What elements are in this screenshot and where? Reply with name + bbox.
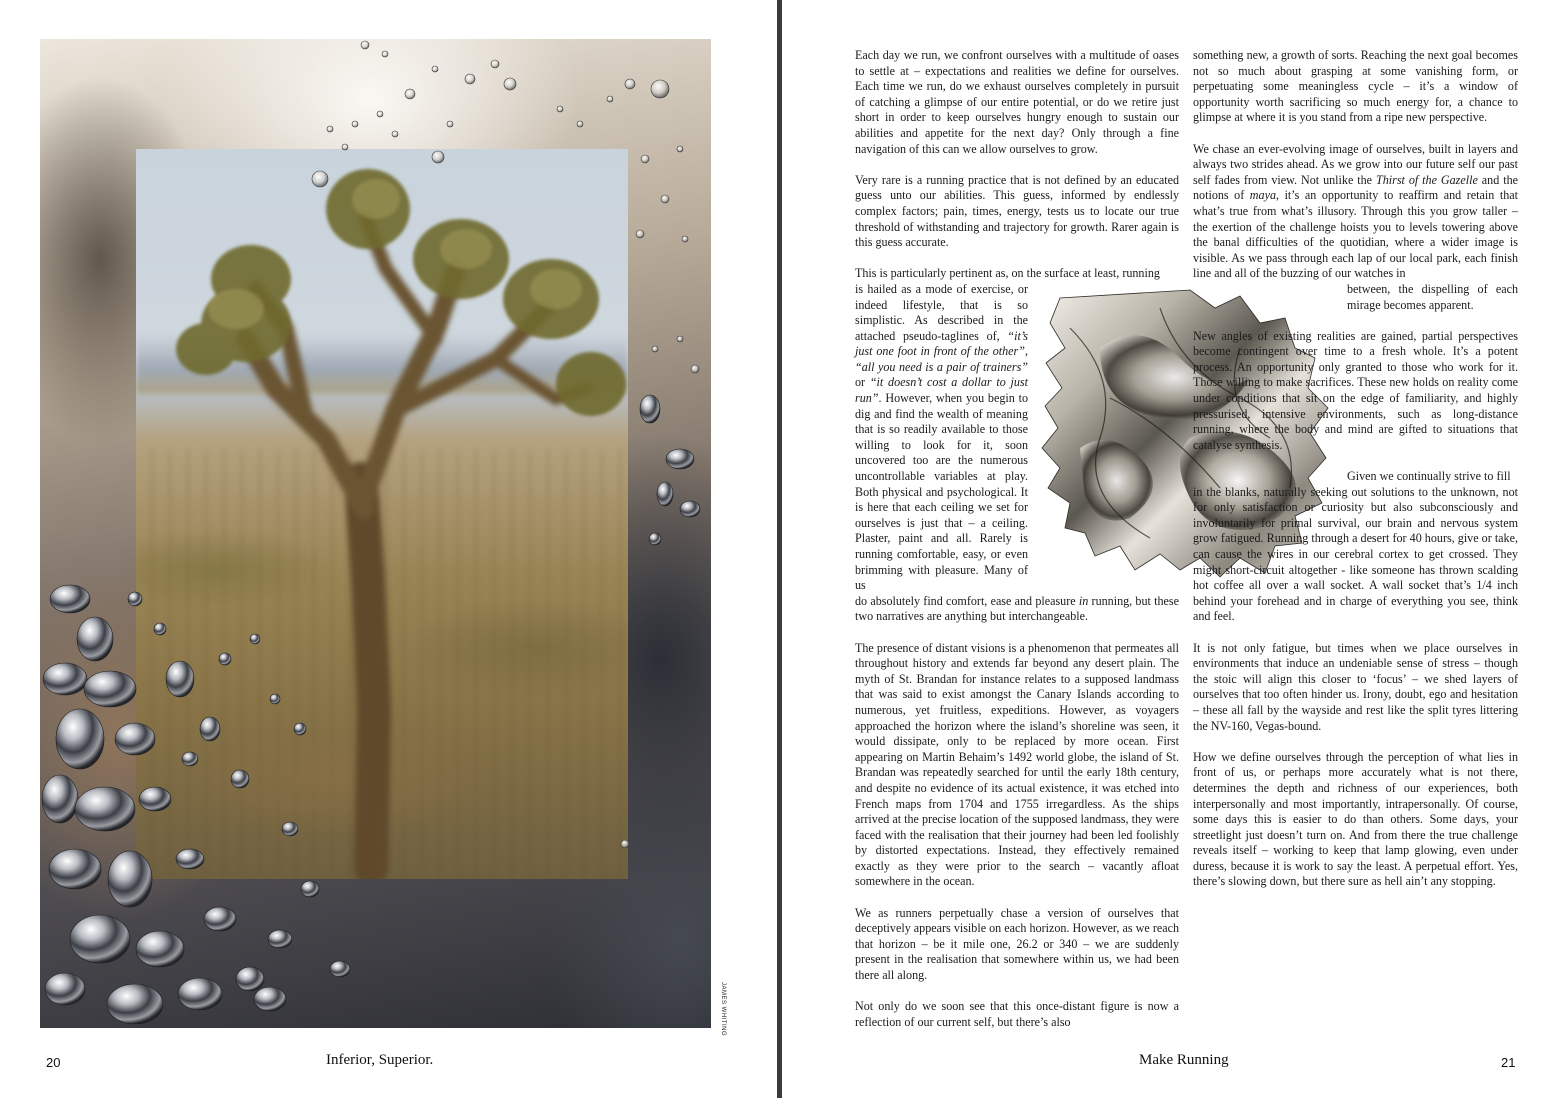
col1-paragraph-5: We as runners perpetually chase a version of ourselves that deceptively appears visible on each horizon. However, as we reach that horizon – be it mile one, 26.2 or 340 – we are suddenly present in the realisation that somewhere within us, we had been there all along.: [855, 905, 1179, 983]
text-column-2: [1193, 48, 1518, 906]
col1-paragraph-2: Very rare is a running practice that is not defined by an educated guess unto our abilities. This guess, informed by endlessly complex factors; pain, times, energy, tests us to locate our true threshold of withstanding and trajectory for growth. Rarer again is this guess accurate.: [855, 172, 1179, 250]
col1-paragraph-3-wrapped: is hailed as a mode of exercise, or indeed lifestyle, that is so simplistic. As described in the attached pseudo-taglines of, “it’s just one foot in front of the other”, “all you need is a pair of trainers” or “it doesn’t cost a dollar to just run”. However, when you begin to dig and find the wealth of meaning that is so readily available to those willing to look for it, soon uncovered too are the numerous uncontrollable variables at play. Both physical and psychological. It is here that each ceiling we set for ourselves is just that – a ceiling. Plaster, paint and all. Rarely is running comfortable, easy, or even brimming with pleasure. Many of us: [855, 281, 1028, 593]
tagline-3: “it doesn’t cost a dollar to just run”: [855, 375, 1028, 406]
page-number-right: 21: [1501, 1055, 1516, 1070]
col2-paragraph-1: something new, a growth of sorts. Reaching the next goal becomes not so much about grasping at some vanishing form, or perpetuating some meaningless cycle – it’s a window of opportunity worth sacrificing so much energy for, a chance to glimpse at where it is you stand from a ripe new perspective.: [1193, 48, 1518, 125]
tagline-2: “all you need is a pair of trainers”: [855, 359, 1028, 374]
col1-paragraph-1: Each day we run, we confront ourselves with a multitude of oases to settle at – expectations and realities we define for ourselves. Each time we run, do we exhaust ourselves completely in pursuit of catching a glimpse of our entire potential, or do we retire just short in order to keep ourselves hungry enough to sustain our abilities and appetite for the next day? Only through a fine navigation of this can we allow ourselves to grow.: [855, 48, 1179, 156]
col2-paragraph-3: New angles of existing realities are gained, partial perspectives become contingent over time to a fresh whole. It’s a potent process. An opportunity only granted to those who work for it. Those willing to make sacrifices. These new holds on reality come under conditions that sit on the edge of familiarity, and highly pressurised, intensive environments, such as long-distance running, where the body and mind are gifted to situations that catalyse synthesis.: [1193, 328, 1518, 452]
page-number-left: 20: [46, 1055, 61, 1070]
col1-paragraph-3-first-line: This is particularly pertinent as, on the surface at least, running: [855, 266, 1160, 281]
col2-paragraph-4: Given we continually strive to fill in the blanks, naturally seeking out solutions to the unknown, not for only satisfaction or curiosity but also subconsciously and involuntarily for primal survival, our brain and nervous system grow fatigued. Running through a desert for 40 hours, give or take, can cause the wires in our cerebral cortex to get crossed. They might short-circuit altogether - like someone has thrown scalding hot coffee all over a wall socket. A wall socket that’s 1/4 inch behind your forehead and in charge of everything you see, think and feel.: [1193, 469, 1518, 624]
photo-credit: [718, 982, 728, 1037]
running-head-left: Inferior, Superior.: [326, 1052, 434, 1068]
col2-paragraph-5: It is not only fatigue, but times when we place ourselves in environments that induce an undeniable sense of stress – though the stoic will align this closer to ‘focus’ – we shed layers of ourselves that too often hinder us. Irony, doubt, ego and hesitation – these all fall by the wayside and rest like the split tyres littering the NV-160, Vegas-bound.: [1193, 640, 1518, 733]
cover-artwork: [40, 39, 711, 1028]
col1-paragraph-3-end: do absolutely find comfort, ease and pleasure in running, but these two narratives are anything but interchangeable.: [855, 593, 1179, 624]
col2-paragraph-2: We chase an ever-evolving image of ourselves, built in layers and always two strides ahead. As we grow into our future self our past self fades from view. Not unlike the Thirst of the Gazelle and the notions of maya, it’s an opportunity to reaffirm and retain that what’s true from what’s illusory. Through this you grow taller – the exertion of the challenge hoists you to levels towering above the banal difficulties of the quotidian, where a wider image is visible. As we pass through each lap of our local park, each finish line and all of the buzzing of our watches in between, the dispelling of each mirage becomes apparent.: [1193, 141, 1518, 312]
photo-credit-text: JAMES WHITING: [720, 982, 726, 1037]
col1-paragraph-6: Not only do we soon see that this once-distant figure is now a reflection of our current self, but there’s also: [855, 999, 1179, 1029]
col1-paragraph-4: The presence of distant visions is a phenomenon that permeates all throughout history and extends far beyond any desert plain. The myth of St. Brandan for instance relates to a supposed landmass that was said to exist amongst the Canary Islands according to numerous, yet fruitless, expeditions. However, as voyagers approached the horizon where the island’s shoreline was seen, it would dissipate, only to be replaced by more ocean. First appearing on Martin Behaim’s 1492 world globe, the island of St. Brandan was repeatedly searched for until the early 18th century, and despite no evidence of its actual existence, it was etched into French maps from 1704 and 1755 irregardless. As the ships arrived at the precise location of the supposed landmass, they were faced with the realisation that their journey had been led foolishly by distorted expectations. Instead, they effectively remained exactly as they were prior to the search – vacantly afloat somewhere in the ocean.: [855, 640, 1179, 889]
col1-paragraph-3: [855, 266, 1179, 625]
left-page: [0, 0, 777, 1098]
text-column-1: [855, 48, 1179, 1046]
running-head-right: Make Running: [1139, 1052, 1229, 1068]
tagline-1: “it’s just one foot in front of the other”: [855, 328, 1028, 359]
col2-paragraph-6: How we define ourselves through the perception of what lies in front of us, or perhaps more accurately what is not there, determines the depth and richness of our experiences, both interpersonally and most importantly, intrapersonally. Of course, some days this is easier to do than others. Some days, your streetlight just doesn’t turn on. And from there the true challenge reveals itself – working to keep that lamp glowing, even under duress, because it is work to say the least. A perpetual effort. Yes, there’s slowing down, but there sure as hell ain’t any stopping.: [1193, 749, 1518, 889]
chrome-droplets-icon: [40, 39, 711, 1028]
col2-paragraph-2-wrapped: between, the dispelling of each mirage becomes apparent.: [1347, 281, 1518, 312]
